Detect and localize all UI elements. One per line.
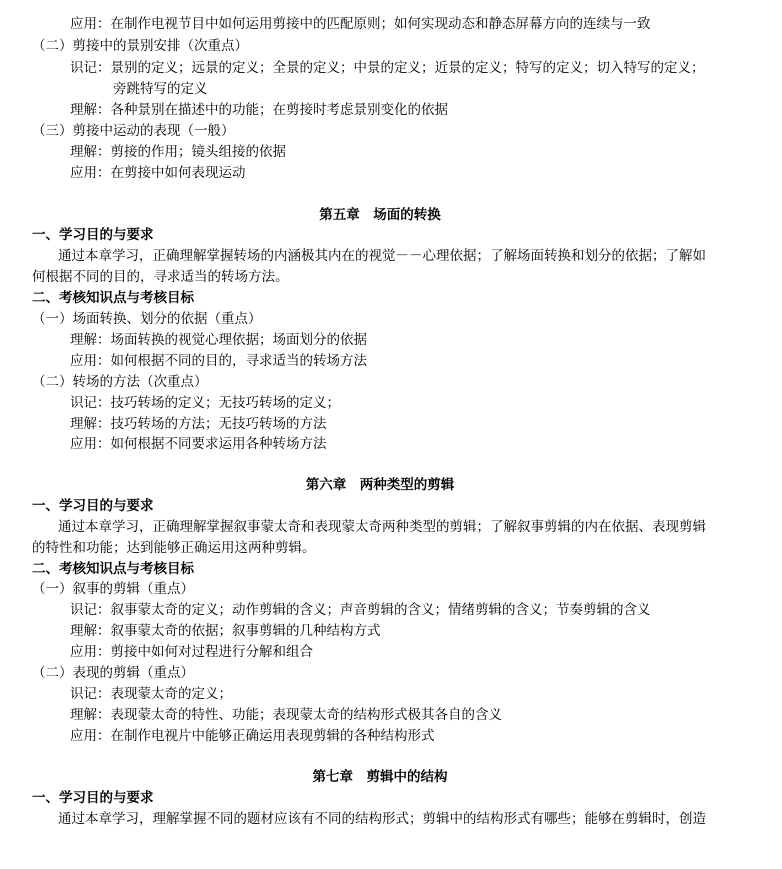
- ch5-item-b3: 理解：技巧转场的方法；无技巧转场的方法: [70, 416, 327, 432]
- ch5-item-b1: （二）转场的方法（次重点）: [32, 374, 208, 390]
- ch7-section-1: 一、学习目的与要求: [32, 790, 154, 806]
- ch6-item-b4: 应用：在制作电视片中能够正确运用表现剪辑的各种结构形式: [70, 728, 435, 744]
- ch6-item-a1: （一）叙事的剪辑（重点）: [32, 581, 194, 597]
- top-line-4: 旁跳特写的定义: [113, 81, 208, 97]
- ch6-item-b2: 识记：表现蒙太奇的定义；: [70, 686, 232, 702]
- top-line-5: 理解：各种景别在描述中的功能；在剪接时考虑景别变化的依据: [70, 102, 448, 118]
- chapter5-title: 第五章 场面的转换: [319, 207, 441, 223]
- ch7-para-1a: 通过本章学习，理解掌握不同的题材应该有不同的结构形式；剪辑中的结构形式有哪些；能够在剪辑时，创造: [58, 811, 706, 827]
- ch5-item-b2: 识记：技巧转场的定义；无技巧转场的定义；: [70, 395, 340, 411]
- ch5-para-1a: 通过本章学习，正确理解掌握转场的内涵极其内在的视觉－－心理依据；了解场面转换和划分的依据；了解如: [58, 248, 706, 264]
- ch5-item-a1: （一）场面转换、划分的依据（重点）: [32, 311, 262, 327]
- top-line-6: （三）剪接中运动的表现（一般）: [32, 123, 235, 139]
- top-line-3: 识记：景别的定义；远景的定义；全景的定义；中景的定义；近景的定义；特写的定义；切入特写的定义；: [70, 60, 705, 76]
- ch6-para-1b: 的特性和功能；达到能够正确运用这两种剪辑。: [32, 540, 316, 556]
- ch5-item-b4: 应用：如何根据不同要求运用各种转场方法: [70, 436, 327, 452]
- ch6-section-2: 二、考核知识点与考核目标: [32, 561, 194, 577]
- ch6-section-1: 一、学习目的与要求: [32, 498, 154, 514]
- ch5-item-a3: 应用：如何根据不同的目的，寻求适当的转场方法: [70, 353, 367, 369]
- chapter7-title: 第七章 剪辑中的结构: [312, 769, 448, 785]
- ch6-item-a4: 应用：剪接中如何对过程进行分解和组合: [70, 644, 313, 660]
- top-line-7: 理解：剪接的作用；镜头组接的依据: [70, 144, 286, 160]
- ch6-item-b3: 理解：表现蒙太奇的特性、功能；表现蒙太奇的结构形式极其各自的含义: [70, 707, 502, 723]
- ch5-section-2: 二、考核知识点与考核目标: [32, 290, 194, 306]
- ch6-item-a2: 识记：叙事蒙太奇的定义；动作剪辑的含义；声音剪辑的含义；情绪剪辑的含义；节奏剪辑的含义: [70, 602, 651, 618]
- ch6-item-b1: （二）表现的剪辑（重点）: [32, 665, 194, 681]
- chapter6-title: 第六章 两种类型的剪辑: [305, 477, 455, 493]
- ch5-para-1b: 何根据不同的目的，寻求适当的转场方法。: [32, 269, 289, 285]
- ch6-para-1a: 通过本章学习，正确理解掌握叙事蒙太奇和表现蒙太奇两种类型的剪辑；了解叙事剪辑的内在依据、表现剪辑: [58, 519, 706, 535]
- ch5-item-a2: 理解：场面转换的视觉心理依据；场面划分的依据: [70, 332, 367, 348]
- ch5-section-1: 一、学习目的与要求: [32, 227, 154, 243]
- top-line-1: 应用：在制作电视节目中如何运用剪接中的匹配原则；如何实现动态和静态屏幕方向的连续与一致: [70, 16, 651, 32]
- top-line-8: 应用：在剪接中如何表现运动: [70, 165, 246, 181]
- ch6-item-a3: 理解：叙事蒙太奇的依据；叙事剪辑的几种结构方式: [70, 623, 381, 639]
- top-line-2: （二）剪接中的景别安排（次重点）: [32, 38, 248, 54]
